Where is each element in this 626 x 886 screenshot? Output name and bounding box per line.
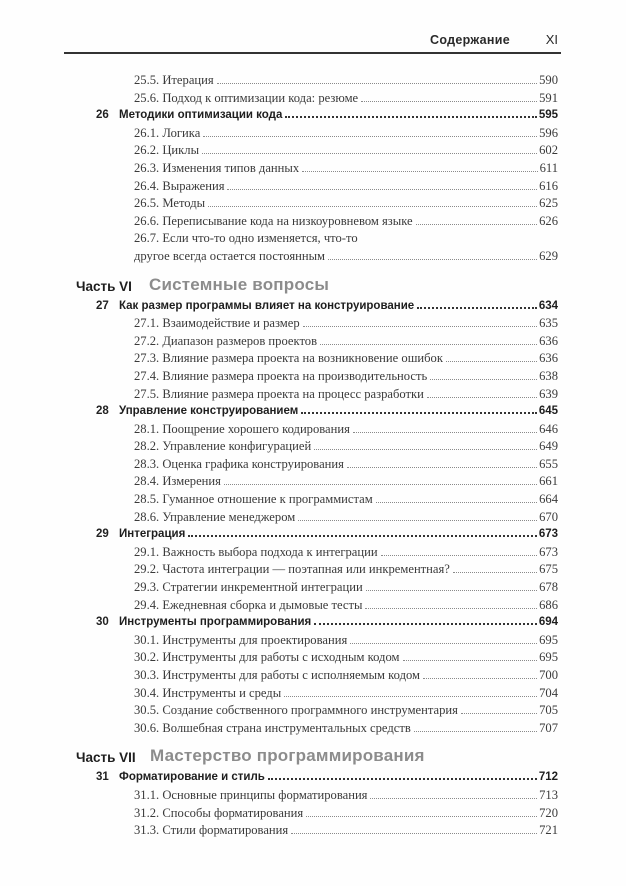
chapter-page: 595	[538, 109, 558, 122]
toc-section-28-3[interactable]	[0, 456, 626, 474]
section-page: 626	[539, 213, 558, 228]
dot-leader	[403, 660, 538, 661]
section-label: 28.3. Оценка графика конструирования	[134, 456, 344, 471]
toc-section-29-1[interactable]	[0, 544, 626, 562]
toc-section-30-3[interactable]	[0, 667, 626, 685]
dot-leader	[298, 520, 537, 521]
page-number: XI	[545, 32, 558, 47]
section-page: 705	[539, 703, 558, 718]
section-label: 30.4. Инструменты и среды	[134, 685, 282, 700]
section-page: 695	[539, 632, 558, 647]
section-label: 31.2. Способы форматирования	[134, 805, 304, 820]
dot-leader	[417, 307, 537, 309]
toc-section-25-6[interactable]	[0, 90, 626, 108]
dot-leader	[446, 361, 537, 362]
section-page: 707	[539, 720, 558, 735]
section-page: 629	[539, 248, 558, 263]
section-label: 28.5. Гуманное отношение к программистам	[134, 492, 373, 507]
dot-leader	[350, 643, 537, 644]
chapter-number: 29	[96, 528, 109, 541]
section-label: 31.1. Основные принципы форматирования	[134, 787, 368, 802]
section-label: 29.4. Ежедневная сборка и дымовые тесты	[134, 597, 363, 612]
chapter-page: 673	[538, 528, 558, 541]
section-page: 670	[539, 509, 558, 524]
toc-section-28-2[interactable]	[0, 438, 626, 456]
part-title: Системные вопросы	[149, 274, 330, 294]
dot-leader	[423, 678, 537, 679]
dot-leader	[427, 397, 537, 398]
chapter-title: Инструменты программирования	[119, 616, 312, 629]
section-label: 30.5. Создание собственного программного инструментария	[134, 703, 458, 718]
dot-leader	[320, 344, 537, 345]
chapter-number: 28	[96, 405, 109, 418]
section-label: 26.5. Методы	[134, 196, 206, 211]
dot-leader	[453, 572, 537, 573]
section-label: 30.2. Инструменты для работы с исходным кодом	[134, 650, 400, 665]
dot-leader	[188, 535, 537, 537]
dot-leader	[361, 101, 537, 102]
toc-section-29-2[interactable]	[0, 561, 626, 579]
toc-section-30-5[interactable]	[0, 702, 626, 720]
chapter-title: Форматирование и стиль	[119, 771, 265, 784]
section-page: 646	[539, 421, 558, 436]
toc-section-30-6[interactable]	[0, 720, 626, 738]
section-page: 590	[539, 73, 558, 87]
dot-leader	[217, 83, 537, 84]
section-label: 26.1. Логика	[134, 125, 201, 140]
toc-section-26-4[interactable]	[0, 178, 626, 196]
dot-leader	[430, 379, 537, 380]
section-page: 635	[539, 316, 558, 331]
toc-section-26-1[interactable]	[0, 125, 626, 143]
section-label: 26.6. Переписывание кода на низкоуровневом языке	[134, 213, 413, 228]
section-page: 639	[539, 386, 558, 401]
chapter-number: 30	[96, 616, 109, 629]
section-page: 636	[539, 333, 558, 348]
chapter-title: Как размер программы влияет на конструирование	[119, 299, 415, 312]
section-label: 25.5. Итерация	[134, 73, 214, 87]
chapter-title: Интеграция	[119, 528, 186, 541]
chapter-title: Управление конструированием	[119, 405, 299, 418]
section-page: 713	[539, 787, 558, 802]
section-label: 31.3. Стили форматирования	[134, 823, 289, 838]
toc-section-30-4[interactable]	[0, 685, 626, 703]
toc-chapter-27[interactable]	[0, 298, 626, 316]
section-page: 673	[539, 544, 558, 559]
toc-section-31-3[interactable]	[0, 822, 626, 840]
dot-leader	[414, 731, 537, 732]
section-page: 649	[539, 439, 558, 454]
running-head-title: Содержание	[430, 33, 511, 47]
part-title: Мастерство программирования	[150, 746, 425, 766]
toc-section-30-2[interactable]	[0, 649, 626, 667]
section-label: 29.2. Частота интеграции — поэтапная или инкрементная?	[134, 562, 450, 577]
section-page: 695	[539, 650, 558, 665]
section-page: 664	[539, 492, 558, 507]
toc-section-26-7[interactable]	[0, 230, 626, 265]
toc-section-26-5[interactable]	[0, 195, 626, 213]
part-label: Часть VI	[76, 278, 132, 294]
section-label: 25.6. Подход к оптимизации кода: резюме	[134, 90, 359, 105]
dot-leader	[284, 696, 537, 697]
toc-section-27-3[interactable]	[0, 350, 626, 368]
dot-leader	[366, 590, 537, 591]
toc-chapter-28[interactable]	[0, 403, 626, 421]
dot-leader	[314, 623, 537, 625]
chapter-page: 634	[538, 299, 558, 312]
section-label: 28.1. Поощрение хорошего кодирования	[134, 421, 350, 436]
toc-section-27-2[interactable]	[0, 333, 626, 351]
toc-chapter-29[interactable]	[0, 526, 626, 544]
dot-leader	[208, 206, 537, 207]
section-page: 611	[539, 160, 558, 175]
toc-part-6[interactable]	[0, 272, 626, 298]
toc-section-26-3[interactable]	[0, 160, 626, 178]
section-page: 625	[539, 196, 558, 211]
toc-section-29-4[interactable]	[0, 597, 626, 615]
toc-section-26-2[interactable]	[0, 142, 626, 160]
section-label-line2: другое всегда остается постоянным	[134, 248, 326, 263]
section-label: 30.3. Инструменты для работы с исполняемым кодом	[134, 668, 421, 682]
table-of-contents	[0, 72, 626, 840]
section-label: 27.2. Диапазон размеров проектов	[134, 333, 318, 348]
section-page: 636	[539, 351, 558, 366]
section-page: 721	[539, 823, 558, 838]
toc-chapter-31[interactable]	[0, 769, 626, 787]
toc-section-29-3[interactable]	[0, 579, 626, 597]
part-label: Часть VII	[76, 750, 136, 766]
section-page: 720	[539, 805, 558, 820]
toc-section-28-6[interactable]	[0, 509, 626, 527]
chapter-page: 694	[538, 616, 558, 629]
chapter-number: 26	[96, 109, 109, 122]
section-label: 27.3. Влияние размера проекта на возникновение ошибок	[134, 351, 443, 366]
section-page: 678	[539, 580, 558, 595]
toc-section-28-5[interactable]	[0, 491, 626, 509]
section-label: 29.3. Стратегии инкрементной интеграции	[134, 580, 363, 595]
section-page: 675	[539, 562, 558, 577]
toc-section-28-1[interactable]	[0, 421, 626, 439]
section-label-line1: 26.7. Если что-то одно изменяется, что-то	[134, 231, 358, 246]
running-head	[64, 30, 561, 54]
chapter-number: 31	[96, 771, 109, 784]
toc-section-31-2[interactable]	[0, 805, 626, 823]
section-label: 26.3. Изменения типов данных	[134, 160, 300, 175]
section-page: 661	[539, 474, 558, 489]
section-label: 28.4. Измерения	[134, 474, 221, 489]
section-label: 26.4. Выражения	[134, 178, 225, 193]
section-page: 596	[539, 125, 558, 140]
toc-section-27-5[interactable]	[0, 386, 626, 404]
dot-leader	[306, 816, 537, 817]
toc-section-28-4[interactable]	[0, 473, 626, 491]
section-label: 30.6. Волшебная страна инструментальных средств	[134, 720, 411, 735]
toc-section-31-1[interactable]	[0, 787, 626, 805]
chapter-number: 27	[96, 299, 109, 312]
section-label: 27.5. Влияние размера проекта на процесс разработки	[134, 386, 424, 401]
section-label: 28.2. Управление конфигурацией	[134, 439, 312, 454]
dot-leader	[381, 555, 538, 556]
dot-leader	[285, 116, 536, 118]
dot-leader	[328, 259, 537, 260]
dot-leader	[416, 224, 537, 225]
dot-leader	[203, 136, 537, 137]
dot-leader	[370, 798, 537, 799]
chapter-page: 645	[538, 405, 558, 418]
section-page: 686	[539, 597, 558, 612]
dot-leader	[353, 432, 537, 433]
chapter-page: 712	[538, 771, 558, 784]
section-page: 704	[539, 685, 558, 700]
dot-leader	[302, 171, 537, 172]
section-page: 655	[539, 456, 558, 471]
toc-chapter-30[interactable]	[0, 614, 626, 632]
section-label: 30.1. Инструменты для проектирования	[134, 632, 348, 647]
dot-leader	[365, 608, 537, 609]
chapter-title: Методики оптимизации кода	[119, 109, 283, 122]
dot-leader	[227, 189, 537, 190]
dot-leader	[461, 713, 537, 714]
dot-leader	[202, 153, 537, 154]
dot-leader	[376, 502, 537, 503]
section-label: 27.4. Влияние размера проекта на производительность	[134, 368, 428, 383]
dot-leader	[224, 484, 537, 485]
dot-leader	[291, 833, 537, 834]
toc-part-7[interactable]	[0, 743, 626, 769]
section-label: 29.1. Важность выбора подхода к интеграции	[134, 544, 378, 559]
toc-section-30-1[interactable]	[0, 632, 626, 650]
toc-section-27-1[interactable]	[0, 315, 626, 333]
section-page: 591	[539, 90, 558, 105]
dot-leader	[314, 449, 537, 450]
section-page: 700	[539, 668, 558, 682]
toc-chapter-26[interactable]	[0, 107, 626, 125]
toc-section-26-6[interactable]	[0, 213, 626, 231]
dot-leader	[303, 326, 537, 327]
section-label: 26.2. Циклы	[134, 143, 200, 158]
section-page: 616	[539, 178, 558, 193]
toc-section-25-5[interactable]	[0, 72, 626, 90]
section-label: 28.6. Управление менеджером	[134, 509, 296, 524]
dot-leader	[301, 412, 537, 414]
dot-leader	[268, 778, 537, 780]
section-label: 27.1. Взаимодействие и размер	[134, 316, 300, 331]
dot-leader	[347, 467, 537, 468]
toc-section-27-4[interactable]	[0, 368, 626, 386]
section-page: 638	[539, 368, 558, 383]
section-page: 602	[539, 143, 558, 158]
